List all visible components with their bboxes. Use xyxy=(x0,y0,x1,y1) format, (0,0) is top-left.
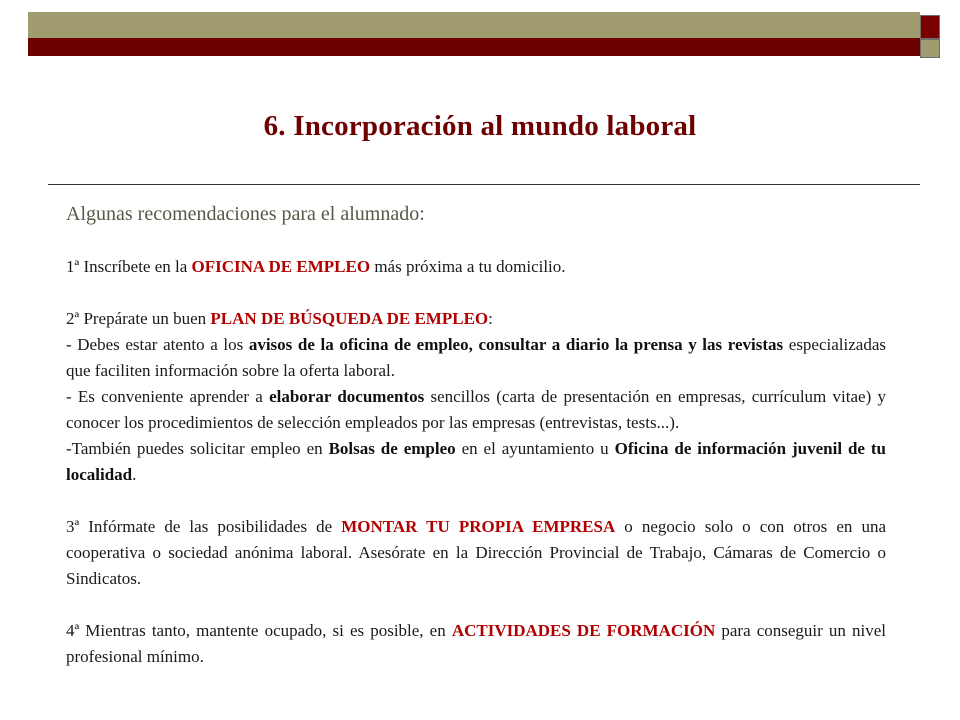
bold-term: Oficina de información juvenil de tu localidad xyxy=(66,439,887,484)
highlight-term: ACTIVIDADES DE FORMACIÓN xyxy=(451,621,716,640)
header-band-red xyxy=(28,38,920,56)
corner-square-olive xyxy=(920,39,940,58)
header-band-olive xyxy=(28,12,920,38)
corner-square-red xyxy=(920,15,940,39)
highlight-term: MONTAR TU PROPIA EMPRESA xyxy=(341,517,616,536)
recommendation-1: 1ª Inscríbete en la OFICINA DE EMPLEO más próxima a tu domicilio. xyxy=(66,257,566,276)
bold-term: elaborar documentos xyxy=(269,387,425,406)
recommendations xyxy=(66,254,886,670)
recommendation-4: 4ª Mientras tanto, mantente ocupado, si es posible, en ACTIVIDADES DE FORMACIÓN para conseguir un nivel profesional mínimo. xyxy=(66,621,886,666)
highlight-term: PLAN DE BÚSQUEDA DE EMPLEO xyxy=(210,309,489,328)
highlight-term: OFICINA DE EMPLEO xyxy=(191,257,371,276)
header-band xyxy=(28,12,920,56)
bold-term: Bolsas de empleo xyxy=(328,439,456,458)
recommendation-2-item-1: - Debes estar atento a los avisos de la oficina de empleo, consultar a diario la prensa y las revistas especializadas que faciliten información sobre la oferta laboral. xyxy=(66,335,886,380)
bold-term: avisos de la oficina de empleo, consultar a diario la prensa y las revistas xyxy=(248,335,784,354)
page-title: 6. Incorporación al mundo laboral xyxy=(263,110,697,142)
recommendation-3: 3ª Infórmate de las posibilidades de MONTAR TU PROPIA EMPRESA o negocio solo o con otros en una cooperativa o sociedad anónima laboral. Asesórate en la Dirección Provincial de Trabajo, Cámaras de Comercio o Sindicatos. xyxy=(66,517,886,588)
recommendation-2-item-3: -También puedes solicitar empleo en Bolsas de empleo en el ayuntamiento u Oficina de información juvenil de tu localidad. xyxy=(66,439,887,484)
recommendation-2: 2ª Prepárate un buen PLAN DE BÚSQUEDA DE EMPLEO: xyxy=(66,309,493,328)
title-divider xyxy=(48,184,920,185)
recommendation-2-item-2: - Es conveniente aprender a elaborar documentos sencillos (carta de presentación en empresas, currículum vitae) y conocer los procedimientos de selección empleados por las empresas (entrevistas, tests...). xyxy=(66,387,886,432)
subtitle: Algunas recomendaciones para el alumnado: xyxy=(66,203,425,225)
